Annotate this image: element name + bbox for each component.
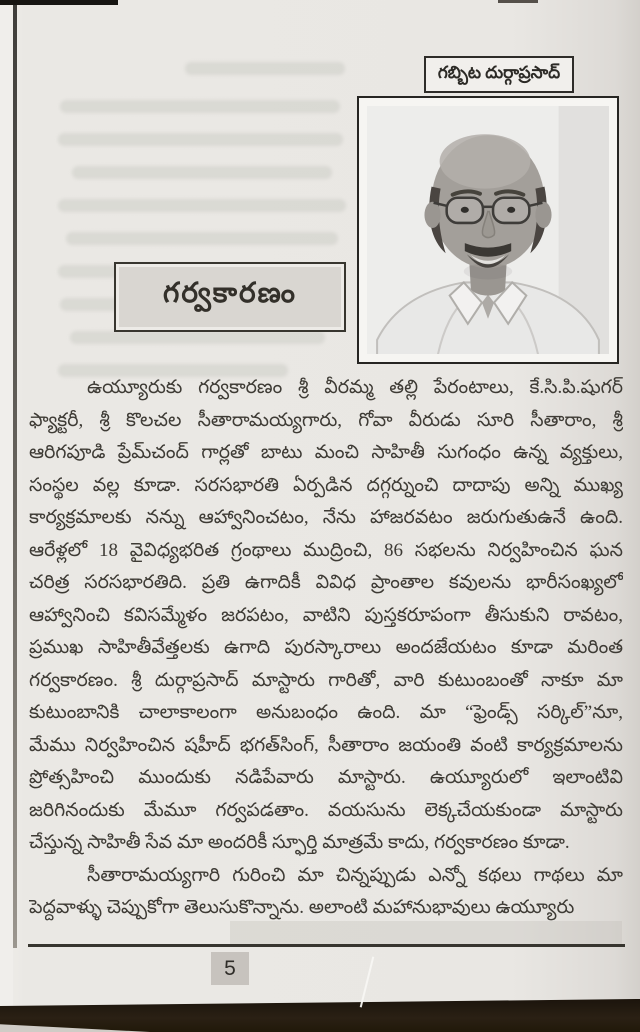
body-text (29, 372, 623, 925)
scan-top-mark (498, 0, 538, 3)
body-text-line: మేము నిర్వహించిన షహీద్ భగత్‌సింగ్, సీతారాం జయంతి వంటి కార్యక్రమాలను (29, 734, 623, 756)
chapter-title: గర్వకారణం (163, 278, 297, 309)
body-text-line: సంస్థల వల్ల కూడా. సరసభారతి ఏర్పడిన దగ్గర్నుంచి దాదాపు అన్ని ముఖ్య (29, 474, 623, 496)
portrait-photo (367, 106, 609, 354)
footer-rule (28, 944, 625, 947)
body-text-line: ప్రముఖ సాహితీవేత్తలకు ఉగాది పురస్కారాలు అందజేయటం కూడా మరింత (29, 637, 623, 658)
body-text-line: పెద్దవాళ్ళు చెప్పుకోగా తెలుసుకొన్నాను. అలాంటి మహానుభావులు ఉయ్యూరు (29, 897, 575, 918)
author-header-box (424, 56, 574, 93)
body-text-line: ఆహ్వానించి కవిసమ్మేళం జరపటం, వాటిని పుస్తకరూపంగా తీసుకుని రావటం, (29, 604, 623, 626)
body-text-line: ఆరేళ్లలో 18 వైవిధ్యభరిత గ్రంథాలు ముద్రించి, 86 సభలను నిర్వహించిన ఘన (29, 539, 623, 561)
page-number-badge (211, 952, 249, 985)
page-number: 5 (224, 956, 236, 980)
body-text-line: ఆరిగపూడి ప్రేమ్‌చంద్ గార్లతో బాటు మంచి సాహితీ సుగంధం ఉన్న వ్యక్తులు, (29, 442, 623, 463)
body-text-line: కార్యక్రమాలకు నన్ను ఆహ్వానించటం, నేను హాజరవటం జరుగుతుఉనే ఉంది. (29, 507, 623, 528)
body-text-line: చరిత్ర సరసభారతిది. ప్రతి ఉగాదికీ వివిధ ప్రాంతాల కవులను భారీసంఖ్యలో (29, 572, 623, 593)
body-text-line: కుటుంబానికి చాలాకాలంగా అనుబంధం ఉంది. మా “ఫ్రెండ్స్ సర్కిల్”నూ, (29, 702, 623, 723)
chapter-title-box (114, 262, 346, 332)
scan-shading-band (230, 921, 622, 945)
body-text-line: ప్రోత్సహించి ముందుకు నడిపేవారు మాస్టారు. ఉయ్యూరులో ఇలాంటివి (29, 767, 623, 788)
body-text-line: ఉయ్యూరుకు గర్వకారణం శ్రీ వీరమ్మ తల్లి పేరంటాలు, కే.సి.పి.షుగర్ (87, 377, 623, 398)
body-text-line: జరిగినందుకు మేమూ గర్వపడతాం. వయసును లెక్కచేయకుండా మాస్టారు (29, 799, 623, 821)
body-text-line: ఫ్యాక్టరీ, శ్రీ కొలచల సీతారామయ్యగారు, గోవా వీరుడు సూరి సీతారాం, శ్రీ (29, 409, 623, 431)
author-name: గబ్బిట దుర్గాప్రసాద్ (437, 62, 561, 82)
body-text-line: సీతారామయ్యగారి గురించి మా చిన్నప్పుడు ఎన్నో కథలు గాథలు మా (87, 864, 623, 886)
scan-gutter-paper (0, 0, 13, 1032)
scan-gutter-line (13, 0, 17, 948)
scan-top-edge (0, 0, 118, 5)
portrait-photo-frame (357, 96, 619, 364)
body-text-line: చేస్తున్న సాహితీ సేవ మా అందరికీ స్ఫూర్తి మాత్రమే కాదు, గర్వకారణం కూడా. (29, 832, 570, 853)
body-text-line: గర్వకారణం. శ్రీ దుర్గాప్రసాద్ మాస్టారు గారితో, వారి కుటుంబంతో నాకూ మా (29, 669, 623, 691)
